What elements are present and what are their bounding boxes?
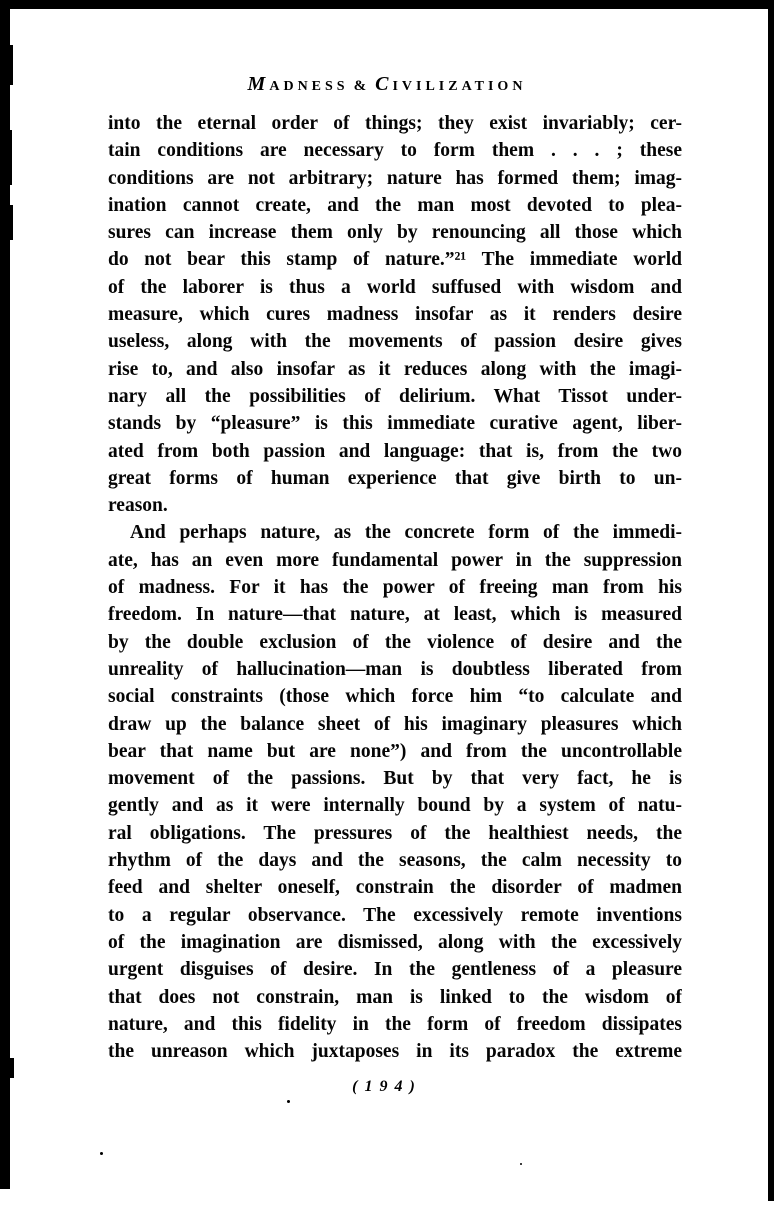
text-line: nature, and this fidelity in the form of freedom dissipates: [108, 1013, 682, 1035]
text-line: reason.: [108, 495, 168, 517]
text-line: to a regular observance. The excessively remote inventions: [108, 904, 682, 926]
scan-speck: [520, 1163, 522, 1165]
text-line: useless, along with the movements of passion desire gives: [108, 331, 682, 353]
scan-edge-artifact: [10, 130, 12, 185]
scan-edge-artifact: [10, 1058, 14, 1078]
page-footer: [0, 1078, 774, 1096]
text-line: gently and as it were internally bound by a system of natu-: [108, 795, 682, 817]
text-line: And perhaps nature, as the concrete form of the immedi-: [130, 522, 682, 544]
text-line: social constraints (those which force him “to calculate and: [108, 686, 682, 708]
running-head-madness-initial: M: [247, 73, 270, 95]
scan-speck: [287, 1100, 290, 1103]
text-line: conditions are not arbitrary; nature has formed them; imag-: [108, 167, 682, 189]
scan-border-left: [0, 0, 10, 1189]
running-head-civilization-rest: IVILIZATION: [392, 79, 527, 94]
text-line: ral obligations. The pressures of the healthiest needs, the: [108, 822, 682, 844]
text-line: stands by “pleasure” is this immediate curative agent, liber-: [108, 413, 682, 435]
scan-speck: [100, 1152, 103, 1155]
running-head-ampersand: &: [353, 78, 371, 94]
text-line: freedom. In nature—that nature, at least, which is measured: [108, 604, 682, 626]
page-number: (194): [352, 1078, 422, 1095]
text-line: urgent disguises of desire. In the gentleness of a pleasure: [108, 959, 682, 981]
text-line: measure, which cures madness insofar as it renders desire: [108, 304, 682, 326]
text-line: of the laborer is thus a world suffused with wisdom and: [108, 276, 682, 298]
text-line: of madness. For it has the power of freeing man from his: [108, 577, 682, 599]
scan-border-right: [768, 0, 774, 1201]
text-line: great forms of human experience that give birth to un-: [108, 467, 682, 489]
text-line: unreality of hallucination—man is doubtless liberated from: [108, 658, 682, 680]
text-line: nary all the possibilities of delirium. What Tissot under-: [108, 385, 682, 407]
text-line: that does not constrain, man is linked to the wisdom of: [108, 986, 682, 1008]
text-line: into the eternal order of things; they exist invariably; cer-: [108, 113, 682, 134]
scan-edge-artifact: [10, 205, 13, 240]
text-line: do not bear this stamp of nature.”²¹ The immediate world: [108, 249, 682, 271]
page-body-text: [108, 110, 682, 1065]
text-line: of the imagination are dismissed, along with the excessively: [108, 931, 682, 953]
text-line: tain conditions are necessary to form them . . . ; these: [108, 140, 682, 162]
running-head-civilization-initial: C: [375, 73, 393, 95]
text-line: by the double exclusion of the violence of desire and the: [108, 631, 682, 653]
text-line: ated from both passion and language: that is, from the two: [108, 440, 682, 462]
text-line: rise to, and also insofar as it reduces along with the imagi-: [108, 358, 682, 380]
text-line: feed and shelter oneself, constrain the disorder of madmen: [108, 877, 682, 899]
text-line: ination cannot create, and the man most devoted to plea-: [108, 194, 682, 216]
text-line: bear that name but are none”) and from the uncontrollable: [108, 740, 682, 762]
running-head: [0, 73, 774, 96]
text-line: draw up the balance sheet of his imaginary pleasures which: [108, 713, 682, 735]
running-head-madness-rest: ADNESS: [269, 79, 349, 94]
scan-border-top: [0, 0, 774, 9]
text-line: movement of the passions. But by that very fact, he is: [108, 768, 682, 790]
text-line: rhythm of the days and the seasons, the calm necessity to: [108, 850, 682, 872]
text-line: the unreason which juxtaposes in its paradox the extreme: [108, 1041, 682, 1063]
text-line: sures can increase them only by renouncing all those which: [108, 222, 682, 244]
text-line: ate, has an even more fundamental power in the suppression: [108, 549, 682, 571]
